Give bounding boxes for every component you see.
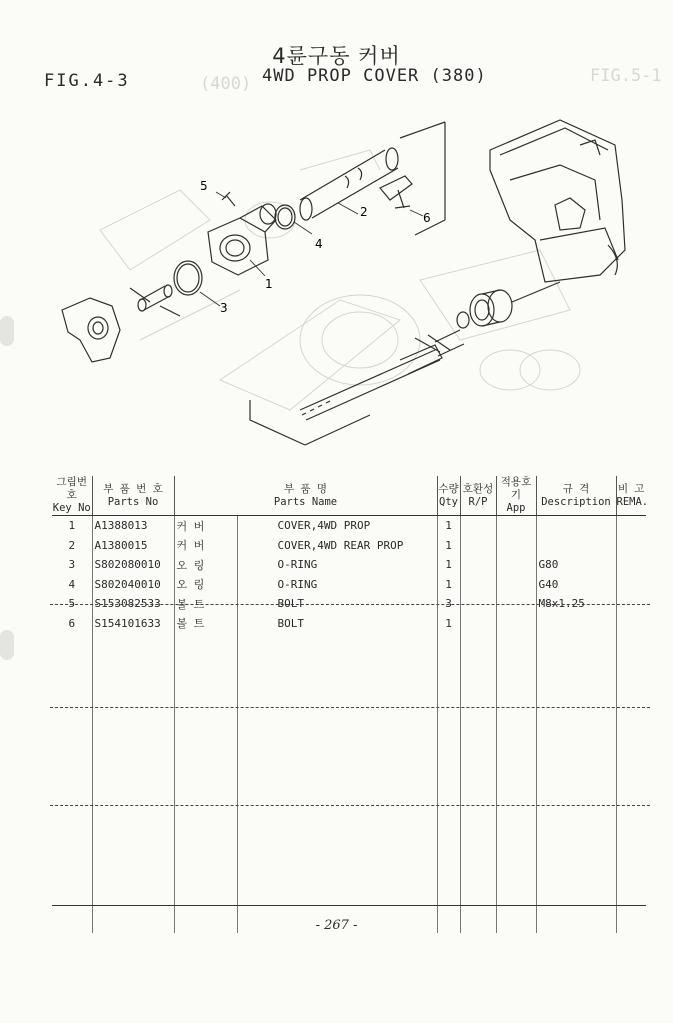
table-row <box>52 614 646 634</box>
description: G40 <box>536 575 616 595</box>
dashed-separator <box>50 707 650 708</box>
table-row <box>52 516 646 536</box>
key-no: 1 <box>68 519 76 533</box>
parts-name-en: O-RING <box>237 575 437 595</box>
binding-hole <box>0 630 14 660</box>
parts-name-ko: 볼 트 <box>174 614 237 634</box>
callout-5: 5 <box>200 179 208 193</box>
description <box>536 614 616 634</box>
header-parts-no: 부 품 번 호 Parts No <box>92 476 174 516</box>
parts-name-ko: 커 버 <box>174 516 237 536</box>
header-app: 적용호기 App <box>496 476 536 516</box>
parts-no: A1380015 <box>92 536 174 556</box>
key-no: 3 <box>68 558 76 572</box>
parts-name-en: COVER,4WD PROP <box>237 516 437 536</box>
parts-name-en: COVER,4WD REAR PROP <box>237 536 437 556</box>
parts-name-en: BOLT <box>237 614 437 634</box>
description <box>536 516 616 536</box>
figure-number: FIG.4-3 <box>44 71 130 91</box>
ghost-title: (400) <box>200 74 252 94</box>
remark <box>616 536 646 556</box>
table-row <box>52 555 646 575</box>
rp <box>460 575 496 595</box>
title-korean: 4륜구동 커버 <box>272 44 401 68</box>
header-parts-name: 부 품 명 Parts Name <box>174 476 437 516</box>
remark <box>616 614 646 634</box>
app <box>496 555 536 575</box>
description: G80 <box>536 555 616 575</box>
rp <box>460 516 496 536</box>
parts-name-ko: 오 링 <box>174 555 237 575</box>
key-no: 4 <box>68 577 76 591</box>
rp <box>460 614 496 634</box>
dashed-separator <box>50 805 650 806</box>
parts-no: S802080010 <box>92 555 174 575</box>
header-description: 규 격 Description <box>536 476 616 516</box>
qty: 1 <box>437 614 460 634</box>
qty: 1 <box>437 575 460 595</box>
dashed-separator <box>50 604 650 605</box>
parts-no: S802040010 <box>92 575 174 595</box>
remark <box>616 555 646 575</box>
header-qty: 수량 Qty <box>437 476 460 516</box>
parts-name-ko: 커 버 <box>174 536 237 556</box>
qty: 3 <box>437 594 460 614</box>
description: M8x1.25 <box>536 594 616 614</box>
title-english: 4WD PROP COVER (380) <box>262 66 487 86</box>
rp <box>460 536 496 556</box>
remark <box>616 575 646 595</box>
qty: 1 <box>437 555 460 575</box>
exploded-view-illustration <box>40 110 640 460</box>
table-row <box>52 536 646 556</box>
callout-2: 2 <box>360 205 368 219</box>
parts-name-en: O-RING <box>237 555 437 575</box>
remark <box>616 516 646 536</box>
qty: 1 <box>437 516 460 536</box>
table-empty-space <box>52 633 646 933</box>
header-rp: 호환성 R/P <box>460 476 496 516</box>
app <box>496 614 536 634</box>
callout-3: 3 <box>220 301 228 315</box>
page-number: - 267 - <box>315 918 358 933</box>
app <box>496 575 536 595</box>
key-no: 2 <box>68 538 76 552</box>
parts-name-ko: 오 링 <box>174 575 237 595</box>
parts-no: A1388013 <box>92 516 174 536</box>
parts-no: S154101633 <box>92 614 174 634</box>
callout-4: 4 <box>315 237 323 251</box>
ghost-figure-number: FIG.5-1 <box>590 66 662 86</box>
app <box>496 536 536 556</box>
description <box>536 536 616 556</box>
table-bottom-rule <box>52 905 646 906</box>
app <box>496 516 536 536</box>
parts-name-en: BOLT <box>237 594 437 614</box>
callout-6: 6 <box>423 211 431 225</box>
header-remark: 비 고 REMA. <box>616 476 646 516</box>
parts-name-ko: 볼 트 <box>174 594 237 614</box>
binding-hole <box>0 316 14 346</box>
header-key-no: 그림번호 Key No <box>52 476 91 514</box>
key-no: 6 <box>68 616 76 630</box>
table-row <box>52 575 646 595</box>
rp <box>460 555 496 575</box>
qty: 1 <box>437 536 460 556</box>
key-no: 5 <box>68 597 76 611</box>
parts-table <box>52 476 649 933</box>
callout-1: 1 <box>265 277 273 291</box>
parts-no: S153082533 <box>92 594 174 614</box>
